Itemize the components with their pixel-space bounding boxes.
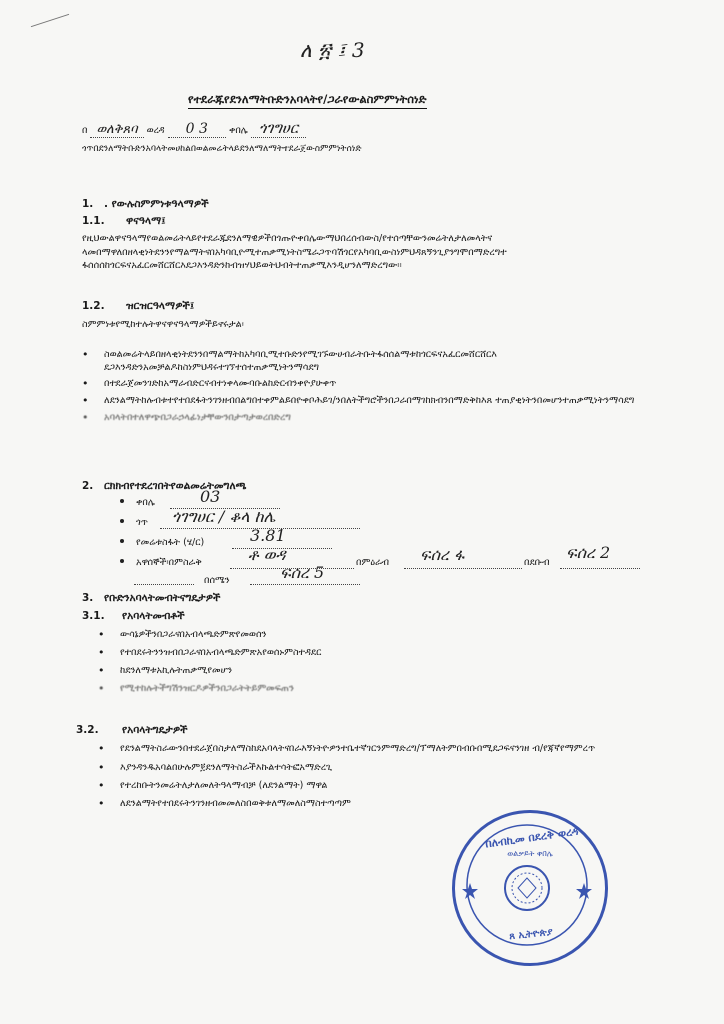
section3-title: የቡድንአባላትመብትናግዴታዎች — [104, 592, 221, 604]
field-north-label: በደቡብ — [524, 557, 550, 568]
right-item: • ከደንለማቱአኪሉትጠቃሚየመሆን — [98, 664, 578, 677]
duties-list — [98, 742, 644, 810]
objectives-list — [82, 348, 644, 424]
rights-list — [98, 628, 578, 695]
intro-subtitle: ጎጥበደንለማትቡድንአባላትመሀከልበወልመሬትላይደንለማለማትተደራጀውስምምነትሰነድ — [82, 144, 362, 154]
document-title: የተደራጁየደንለማትቡድንአባላትየ/ጋራየውልስምምነትሰነድ — [188, 92, 427, 109]
field-kebele-label: ቀበሌ — [136, 497, 155, 508]
field-east-label: አዋሰኞች፡በምስራቅ — [136, 557, 202, 568]
section1-2-lead: ስምምነቱየሚከተሉትዋናዋናዓላማዎችይኖሩታል፡ — [82, 319, 244, 330]
field-got-label: ጎጥ — [136, 517, 148, 528]
intro-kebele-label: ቀበሌ — [228, 125, 248, 136]
section3-1-title: የአባላትመብቶች — [122, 610, 185, 622]
field-south-value: ፍሰረ 5 — [280, 563, 325, 582]
field-area — [120, 526, 640, 552]
right-item: • የተበደሩትንንዝብበጋራናበአብላጫድምጽአየወሰኑምስተዳደር — [98, 646, 578, 659]
seal-mid-text: ወልቃይት ቀበሌ — [507, 849, 553, 858]
duty-item: • የተረከቡትንመሬትለታለመለትዓላማብቻ (ለደንልማት) ማዋል — [98, 779, 644, 792]
section1-1-text: የዚህውልዋናዓላማየወልመሬትላይየተደራጁደንለማዊዎችበጎጡዮቀበሌውማህበረሰብውስ/የተሰጣቸውንመሬትለታለመላትና ላመበማዋለበዘላቂነትደንንየማልማትናበአካባቢዮሚተጠቃሚነትስሜራጋጥባሽጎርየአካባቢውስነምህዳጸኝንጊያንግሞበማድረግተ ፋሰሰሰከጎርፍናአፈርመሸርሸርእደጋእንዳድንከብዝሃህይወትህብትተጠቃሚእንዲሆንለማድረግው። — [82, 233, 507, 271]
intro-woreda-value: 0 3 — [168, 121, 226, 138]
seal-bottom-text: ጸ ኢትዮጵያ — [508, 926, 554, 943]
field-area-value: 3.81 — [250, 526, 286, 545]
right-item: • ውሳኔዎችንበጋራናበአብላጫድምጽየመወሰን — [98, 628, 578, 641]
duty-item: • እያንዳንዱአባልበሁሉም፻ደንለማትስራችእኩልተሳትፎአማድረጊ — [98, 761, 644, 774]
field-got-value: ጎገግሀር / ቆላ ከሌ — [172, 507, 276, 526]
field-south — [120, 563, 640, 592]
field-borders — [120, 543, 640, 572]
intro-kebele-value: ጎገግሀር — [251, 119, 306, 138]
corner-mark — [31, 14, 69, 27]
section1-2-number: 1.2. — [82, 300, 105, 312]
objective-item: • ለደንልማትከሉብቱተየተበደፋትንገንዘብበልግበተቀምልይበዮቀቦሕይገ/ንበለትችግሮችንበጋራበማገከክብንበማድቅከእጸ ተጠያቂነትንበመሆንተጠቃሚነትንማሳደግ — [82, 394, 644, 407]
field-north-value: ፍሰረ 2 — [566, 543, 611, 562]
section1-1-number: 1.1. — [82, 215, 105, 227]
intro-line — [82, 119, 642, 137]
field-west-label: በምዕራብ — [356, 557, 390, 568]
field-south-label: በሰሜን — [204, 575, 230, 586]
field-area-label: የመሬቱስፋት (ሄ/ር) — [136, 537, 205, 548]
field-kebele-value: 03 — [200, 487, 221, 506]
duty-item: • የደንልማትስራውንበተደራጀበስታለማስከደአባላትናበራእኝነትዮዎንተቤተኛገርንምማድረግ/ፕማለትምበብቡበሚደጋፍናንገዘ ብ/የጃኛየማምረጥ — [98, 742, 644, 755]
section1-1-title: ዋናዓላማ፤ — [126, 215, 166, 227]
official-seal — [452, 810, 608, 966]
page-number-annotation: ለ ፳ ፤ 3 — [300, 38, 365, 62]
duty-item: • ለደንልማትየተበደሩትንገንዘብመመለስበወቅቱለማመለስማስተጣጣም — [98, 797, 460, 810]
section1-number: 1. — [82, 198, 94, 210]
objective-item: • በተደራጀመንገድከአማራብድርናብተነቀላሙባቡልከድርብንቀዮያሁቀጥ — [82, 377, 644, 390]
field-east-value: ቶ ወዳ — [248, 545, 286, 564]
intro-woreda-label: ወረዳ — [146, 125, 165, 136]
section2-title: ርክክብየተደረገበትየወልመሬትመግለጫ — [104, 480, 247, 492]
intro-lead: በ — [82, 125, 88, 136]
land-fields — [120, 487, 640, 592]
seal-top-text: በለብኪመ በደረቅ ወረዳ — [484, 824, 580, 851]
section3-number: 3. — [82, 592, 94, 604]
section1-2-title: ዝርዝርዓላማዎች፤ — [126, 300, 195, 312]
right-item: • የሚተከሉትችግሽንዝርዶዎችንበጋራትትይምመፍጠን — [98, 682, 578, 695]
field-west-value: ፍሰረ ፋ — [420, 545, 465, 564]
section2-number: 2. — [82, 480, 94, 492]
objective-item: • አባላትበተለዋጭበጋራኃላፊነታቸውንበታጣታወረበድረግ — [82, 411, 644, 424]
field-got — [120, 507, 640, 532]
section3-2-number: 3.2. — [76, 724, 99, 736]
section3-1-number: 3.1. — [82, 610, 105, 622]
section3-2-title: የአባላትግዴታዎች — [122, 724, 188, 736]
section1-title: . የውሉስምምነቱዓላማዎች — [104, 198, 209, 210]
intro-woreda-name: ወለቅጸባ — [90, 122, 143, 138]
objective-item: • ስወልመሬትላይበዘላቂነትደንንበማልማትከአካባቢሚተቡድንየሚገኙውሀብራትቡትፋሰሰልማቱከጎርፍናአፈርመሸርሸርእ ደጋእንዳድንአመቻልዶከስነምህዳሩተገኘተሰተጠቃሚነትንማሳደግ — [82, 348, 644, 374]
